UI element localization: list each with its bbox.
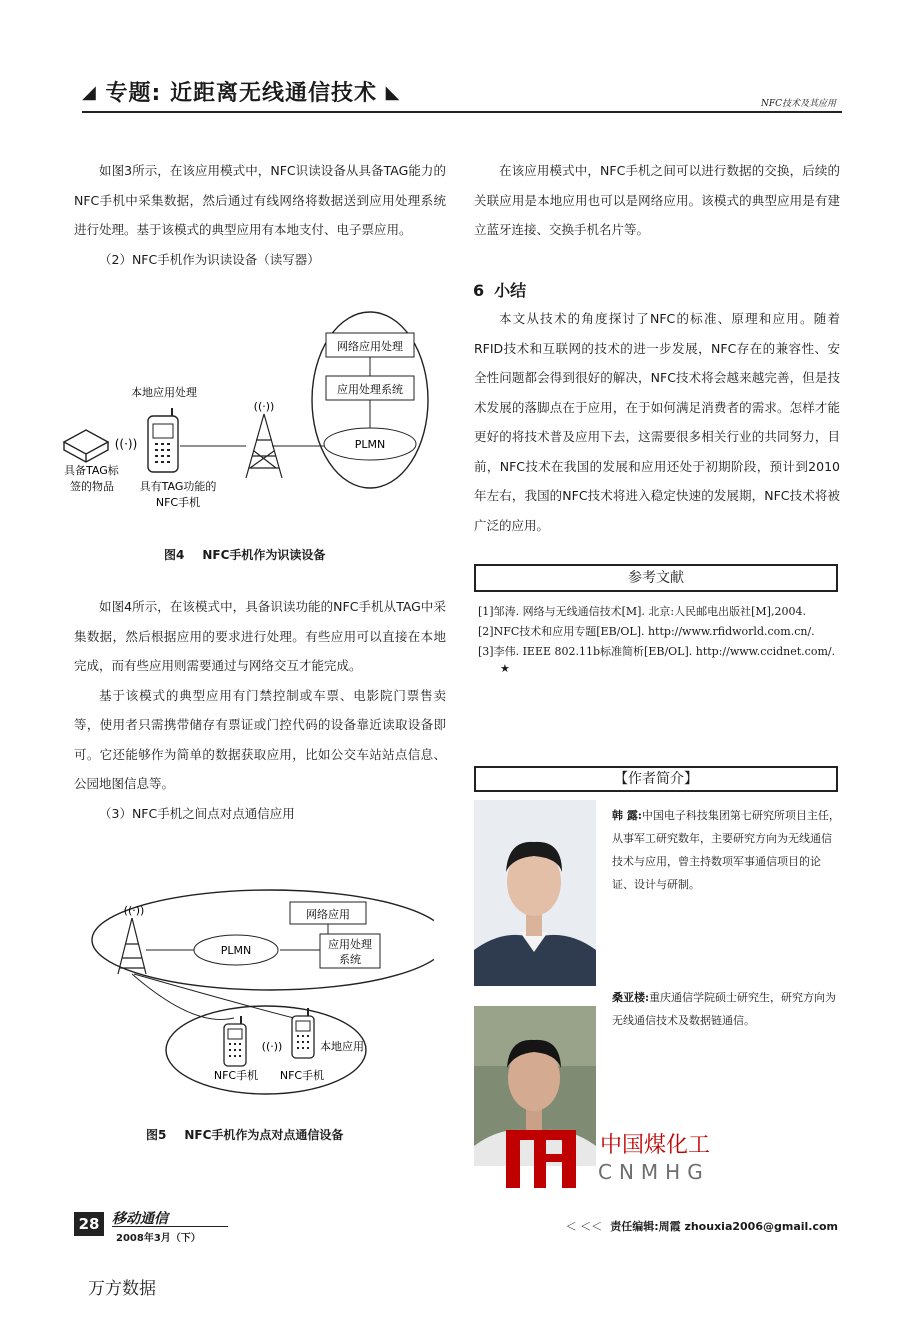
paragraph: 基于该模式的典型应用有门禁控制或车票、电影院门票售卖等，使用者只需携带储存有票证或门控代码的设备靠近读取设备即可。它还能够作为简单的数据获取应用，比如公交车站站点信息、公园地图信息等。 — [74, 687, 446, 791]
plmn-label: PLMN — [220, 944, 252, 957]
nfc-phone-icon — [148, 408, 178, 472]
left-column-top — [74, 156, 446, 274]
editor-name: 周霞 — [658, 1220, 681, 1233]
authors-title: 【作者简介】 — [614, 771, 698, 787]
header-article-tag: NFC技术及其应用 — [760, 99, 836, 109]
author-1-bio — [612, 804, 840, 896]
page-header — [82, 76, 842, 116]
nfc-signal-icon: ((·)) — [114, 437, 138, 451]
figure-4-title: NFC手机作为识读设备 — [202, 548, 326, 562]
p2p-signal-icon: ((·)) — [261, 1040, 283, 1053]
figure-4-caption — [164, 546, 343, 563]
link-curve — [132, 974, 234, 1020]
section-heading — [473, 278, 526, 301]
editor-email: zhouxia2006@gmail.com — [684, 1220, 838, 1233]
chevron-left-icon: ＜ ＜＜ — [565, 1220, 603, 1233]
logo-mark-icon — [498, 1128, 594, 1190]
subheading: （2）NFC手机作为识读设备（读写器） — [99, 251, 320, 267]
figure-4-diagram — [60, 306, 440, 526]
tower-signal-icon: ((·)) — [253, 400, 275, 413]
topic-title — [82, 76, 401, 107]
author-1-bio-text: 中国电子科技集团第七研究所项目主任，从事军工研究数年，主要研究方向为无线通信技术与应用，曾主持数项军事通信项目的论证、设计与研制。 — [612, 809, 840, 891]
editor-credit — [566, 1218, 838, 1234]
phone-label-line2: NFC手机 — [155, 496, 201, 509]
nfc-phone-2-icon — [292, 1008, 314, 1058]
footer-rule — [112, 1226, 228, 1227]
author-1-photo — [474, 800, 596, 986]
link-curve — [134, 974, 294, 1018]
reference-item: [3]李伟. IEEE 802.11b标准简析[EB/OL]. http://www.ccidnet.com/. ★ — [478, 645, 836, 675]
paragraph: 如图4所示，在该模式中，具备识读功能的NFC手机从TAG中采集数据，然后根据应用的要求进行处理。有些应用可以直接在本地完成，而有些应用则需要通过与网络交互才能完成。 — [74, 599, 446, 673]
phone-label-line1: 具有TAG功能的 — [139, 480, 217, 493]
section-number: 6 — [473, 281, 485, 300]
summary-paragraph: 本文从技术的角度探讨了NFC的标准、原理和应用。随着RFID技术和互联网的技术的进一步发展，NFC存在的兼容性、安全性问题都会得到很好的解决，NFC技术将会越来越完善，但是技术发展的落脚点在于应用，在于如何满足消费者的需求。怎样才能更好的将技术普及应用下去，这需要很多相关行业的共同努力，目前，NFC技术在我国的发展和应用还处于初期阶段，预计到2010年左右，我国的NFC技术将进入稳定快速的发展期，NFC技术将被广泛的应用。 — [474, 311, 840, 533]
paragraph: 在该应用模式中，NFC手机之间可以进行数据的交换，后续的关联应用是本地应用也可以是网络应用。该模式的典型应用是有建立蓝牙连接、交换手机名片等。 — [474, 163, 840, 237]
left-column-bottom — [74, 592, 446, 828]
tag-item-label-line1: 具备TAG标 — [64, 464, 119, 477]
figure-4-number: 图4 — [164, 548, 185, 562]
author-2-bio — [612, 986, 840, 1032]
issue-date: 2008年3月（下） — [116, 1233, 201, 1244]
tag-item-label-line2: 签的物品 — [70, 480, 114, 493]
author-1-portrait — [474, 800, 596, 986]
app-proc-label-line1: 应用处理 — [328, 938, 372, 951]
phone-2-label: NFC手机 — [279, 1069, 325, 1082]
editor-label: 责任编辑: — [610, 1220, 659, 1233]
author-2-bio-text: 重庆通信学院硕士研究生，研究方向为无线通信技术及数据链通信。 — [612, 991, 837, 1027]
app-proc-label-line2: 系统 — [339, 953, 361, 966]
references-title: 参考文献 — [628, 570, 684, 586]
right-column-summary — [474, 304, 840, 540]
page-number: 28 — [74, 1212, 104, 1236]
figure-5-caption — [146, 1126, 361, 1143]
phone-1-label: NFC手机 — [213, 1069, 259, 1082]
references-list — [478, 603, 838, 680]
section-title: 小结 — [494, 281, 527, 300]
figure-5-title: NFC手机作为点对点通信设备 — [184, 1128, 344, 1142]
figure-5-diagram — [84, 878, 434, 1098]
reference-item: [2]NFC技术和应用专题[EB/OL]. http://www.rfidworld.com.cn/. — [478, 625, 815, 638]
topic-title-text: 专题: 近距离无线通信技术 — [105, 81, 377, 106]
nfc-phone-1-icon — [224, 1016, 246, 1066]
figure-5-number: 图5 — [146, 1128, 167, 1142]
magazine-name: 移动通信 — [112, 1211, 168, 1227]
net-app-label: 网络应用 — [306, 908, 350, 921]
subheading: （3）NFC手机之间点对点通信应用 — [99, 805, 295, 821]
title-right-triangle-icon: ◣ — [385, 82, 401, 103]
author-2-name: 桑亚楼: — [612, 991, 650, 1004]
logo-en-text: CNMHG — [598, 1160, 710, 1184]
tower-signal-icon: ((·)) — [123, 904, 145, 917]
references-title-box — [474, 564, 838, 592]
net-app-label: 网络应用处理 — [337, 340, 403, 353]
watermark: 万方数据 — [88, 1279, 156, 1299]
tag-item-icon — [64, 430, 108, 462]
author-1-name: 韩 露: — [612, 809, 642, 822]
plmn-label: PLMN — [354, 438, 386, 451]
right-column-top — [474, 156, 840, 245]
cell-tower-icon — [118, 918, 146, 974]
paragraph: 如图3所示，在该应用模式中，NFC识读设备从具备TAG能力的NFC手机中采集数据，然后通过有线网络将数据送到应用处理系统进行处理。基于该模式的典型应用有本地支付、电子票应用。 — [74, 163, 446, 237]
title-left-triangle-icon: ◢ — [82, 82, 97, 103]
authors-title-box — [474, 766, 838, 792]
local-app-label: 本地应用处理 — [131, 386, 197, 399]
header-rule — [82, 111, 842, 113]
logo-cn-text: 中国煤化工 — [600, 1133, 711, 1158]
app-system-label: 应用处理系统 — [337, 383, 403, 396]
local-app-label: 本地应用 — [320, 1040, 364, 1053]
reference-item: [1]邹涛. 网络与无线通信技术[M]. 北京:人民邮电出版社[M],2004. — [478, 605, 806, 618]
